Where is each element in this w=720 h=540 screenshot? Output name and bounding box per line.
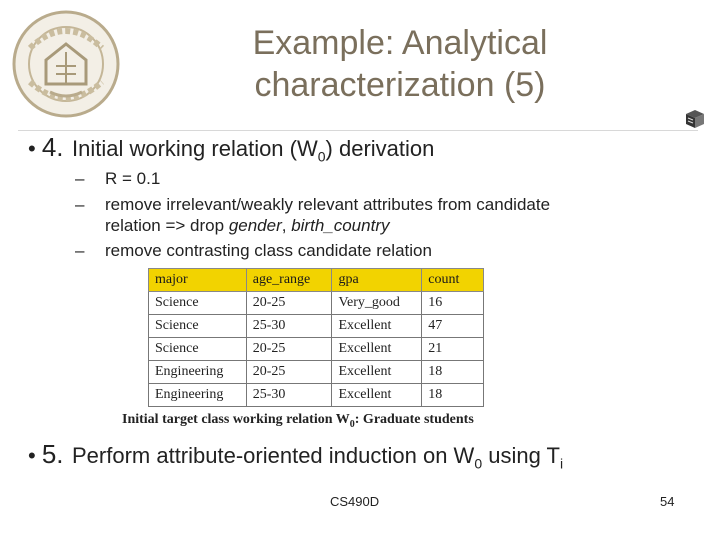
col-header-major: major — [149, 269, 247, 292]
title-line-1: Example: Analytical — [252, 24, 548, 62]
cell-count: 16 — [422, 292, 484, 315]
cell-age-range: 25-30 — [246, 315, 332, 338]
separator: , — [281, 216, 292, 235]
bullet-marker: • — [28, 136, 36, 161]
sub-dash: – — [75, 241, 85, 260]
cell-gpa: Excellent — [332, 315, 422, 338]
caption-text-end: : Graduate students — [354, 412, 474, 427]
sub-bullet-continuation — [75, 215, 550, 236]
cell-age-range: 20-25 — [246, 292, 332, 315]
cell-gpa: Excellent — [332, 338, 422, 361]
bullet-number: 4. — [41, 132, 64, 162]
cell-age-range: 20-25 — [246, 338, 332, 361]
working-relation-table — [148, 268, 484, 408]
drop-text: relation => drop — [105, 216, 229, 235]
col-header-count: count — [422, 269, 484, 292]
cell-count: 21 — [422, 338, 484, 361]
cell-count: 18 — [422, 384, 484, 407]
sub-bullet-text: R = 0.1 — [105, 169, 161, 188]
cell-major: Engineering — [149, 361, 247, 384]
bullet-5-text-mid: using T — [482, 443, 560, 468]
bullet-5-subscript-w: 0 — [474, 455, 483, 472]
col-header-age-range: age_range — [246, 269, 332, 292]
attr-gender: gender — [228, 216, 282, 235]
cell-count: 18 — [422, 361, 484, 384]
sub-bullet-text: remove contrasting class candidate relation — [105, 241, 432, 260]
caption-text: Initial target class working relation W — [122, 412, 350, 427]
university-seal-icon — [10, 8, 122, 120]
table-row — [149, 338, 484, 361]
bullet-4-text-end: ) derivation — [325, 136, 435, 161]
cell-major: Science — [149, 292, 247, 315]
table-row — [149, 384, 484, 407]
cell-gpa: Very_good — [332, 292, 422, 315]
title-line-2: characterization (5) — [254, 66, 546, 104]
table-row — [149, 292, 484, 315]
cell-gpa: Excellent — [332, 384, 422, 407]
cell-major: Science — [149, 315, 247, 338]
cell-count: 47 — [422, 315, 484, 338]
slide-title — [175, 22, 625, 106]
attr-birth-country: birth_country — [291, 216, 390, 235]
bullet-5-subscript-t: i — [559, 455, 564, 472]
footer-course: CS490D — [330, 494, 380, 509]
bullet-4 — [28, 132, 434, 171]
bullet-4-text: Initial working relation (W — [72, 136, 318, 161]
col-header-gpa: gpa — [332, 269, 422, 292]
sub-bullet-remove-irrelevant — [75, 194, 550, 236]
cell-major: Science — [149, 338, 247, 361]
book-icon — [682, 106, 708, 132]
caption-subscript: 0 — [349, 418, 355, 430]
title-divider — [18, 130, 698, 131]
footer-page-number: 54 — [660, 494, 675, 509]
cell-age-range: 20-25 — [246, 361, 332, 384]
bullet-5 — [28, 438, 563, 479]
bullet-marker: • — [28, 443, 36, 468]
sub-dash: – — [75, 195, 85, 214]
sub-dash: – — [75, 169, 85, 188]
table-caption — [122, 410, 562, 435]
cell-gpa: Excellent — [332, 361, 422, 384]
cell-major: Engineering — [149, 384, 247, 407]
table-row — [149, 361, 484, 384]
table-header-row — [149, 269, 484, 292]
table-row — [149, 315, 484, 338]
sub-bullet-text: remove irrelevant/weakly relevant attributes from candidate — [105, 195, 551, 214]
bullet-4-subscript: 0 — [317, 148, 326, 165]
sub-bullet-remove-contrasting — [75, 240, 432, 261]
cell-age-range: 25-30 — [246, 384, 332, 407]
bullet-number: 5. — [41, 439, 64, 469]
bullet-5-text: Perform attribute-oriented induction on W — [72, 443, 475, 468]
sub-bullet-r — [75, 168, 160, 189]
